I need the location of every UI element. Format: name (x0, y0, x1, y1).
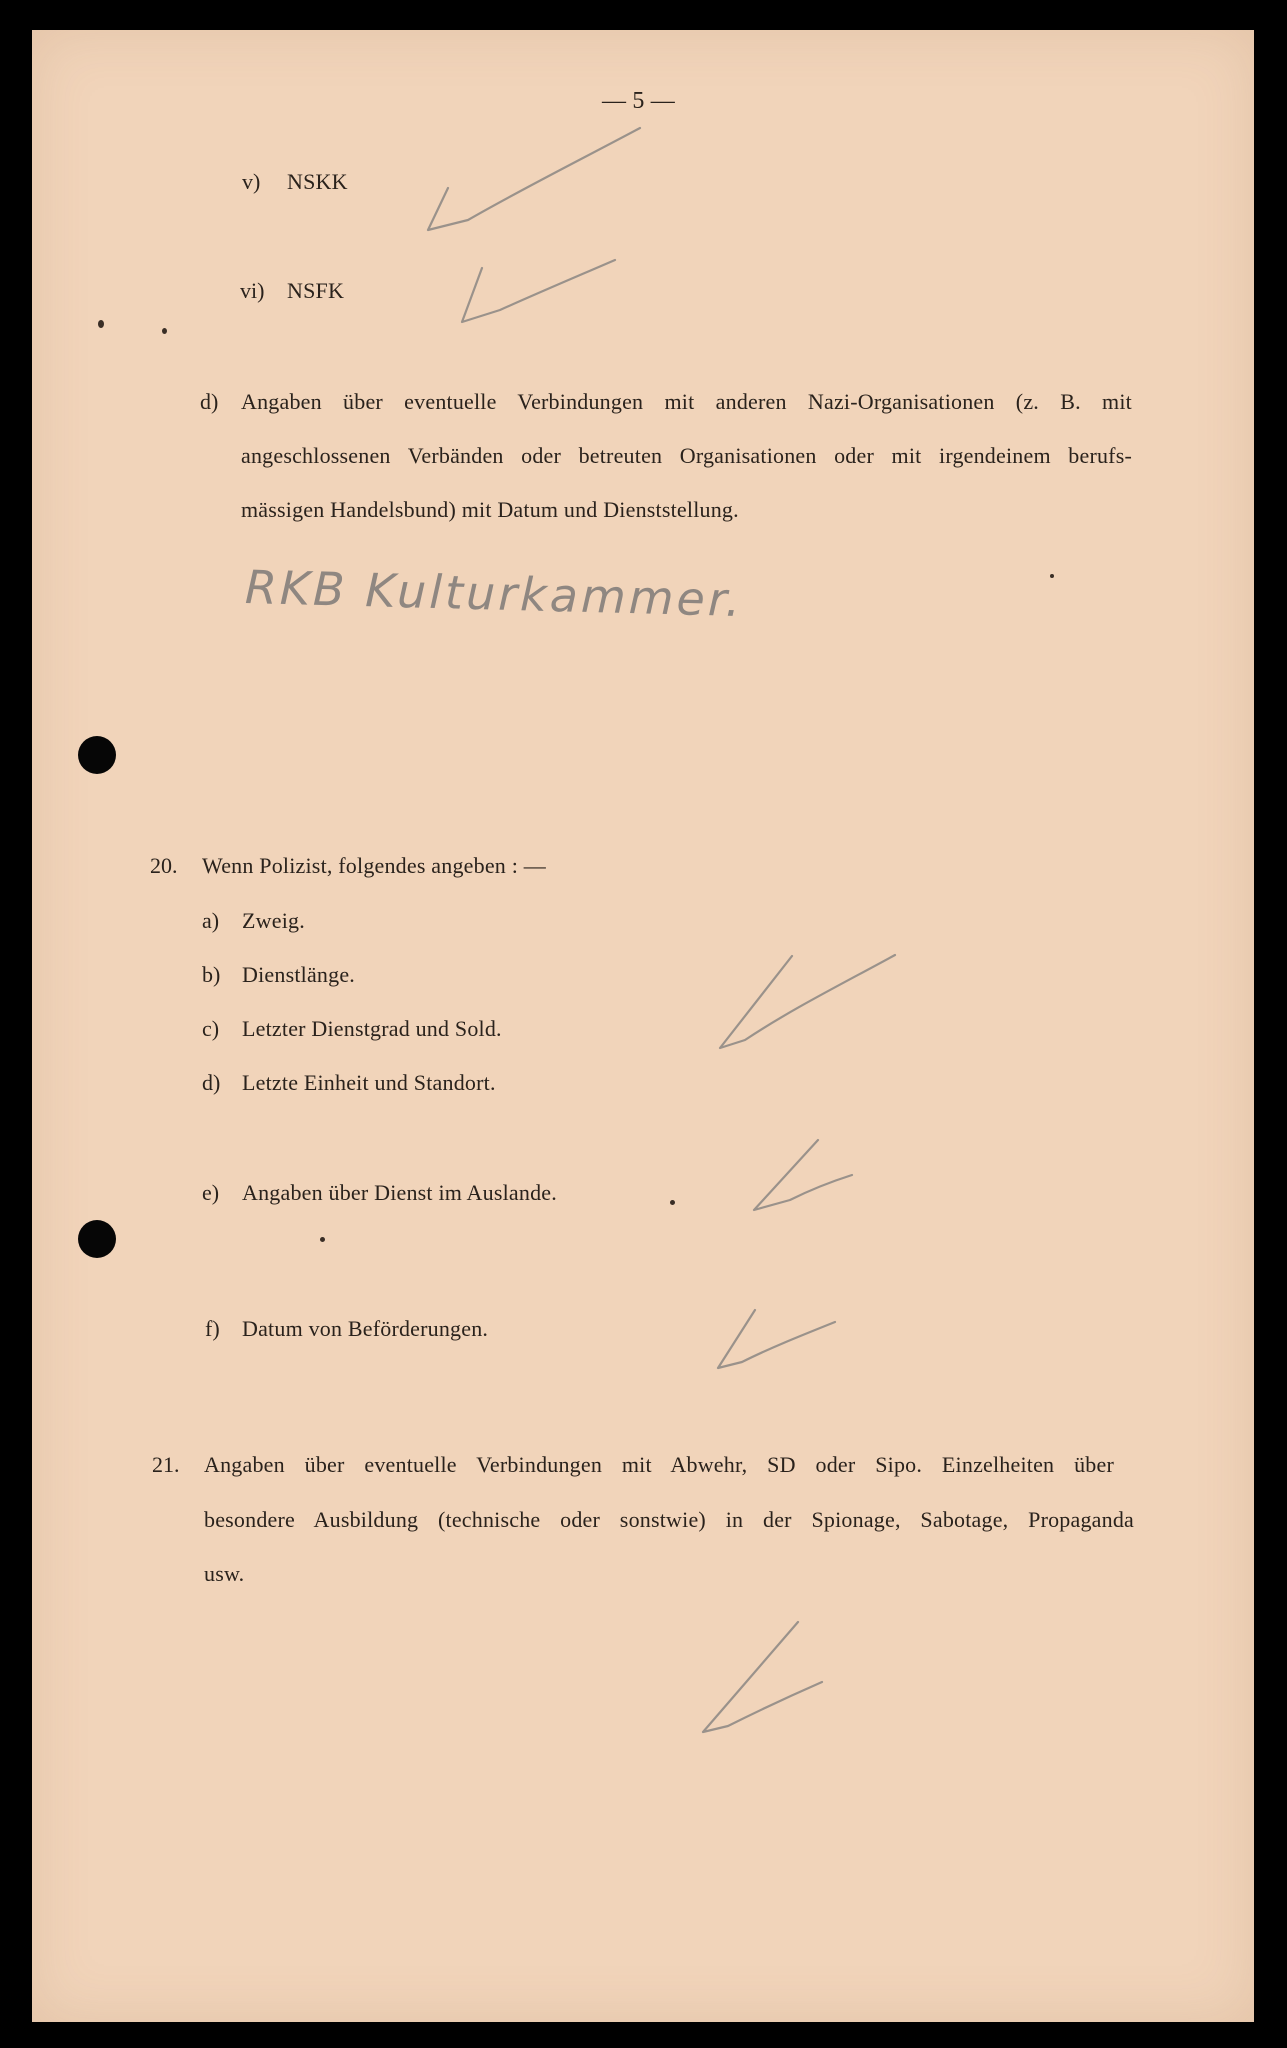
q20-number: 20. (150, 853, 178, 878)
q20-d-label: d) (202, 1070, 221, 1095)
page-number: — 5 — (602, 88, 675, 114)
item-d-line-3: mässigen Handelsbund) mit Datum und Dienststellung. (241, 497, 739, 522)
q20-b-label: b) (202, 962, 221, 987)
q20-e-text: Angaben über Dienst im Auslande. (242, 1180, 557, 1205)
q20-a-label: a) (202, 908, 220, 933)
q21-line-1: Angaben über eventuelle Verbindungen mit Abwehr, SD oder Sipo. Einzelheiten über (204, 1452, 1114, 1477)
checkmark-v (428, 128, 640, 230)
q20-b-text: Dienstlänge. (242, 962, 355, 987)
item-v-label: v) (242, 169, 261, 194)
q20-c-label: c) (202, 1016, 220, 1041)
q20-f-label: f) (205, 1316, 220, 1341)
item-d-label: d) (200, 389, 219, 414)
q20-e-label: e) (202, 1180, 220, 1205)
q20-text: Wenn Polizist, folgendes angeben : — (202, 853, 546, 878)
q21-line-2: besondere Ausbildung (technische oder sonstwie) in der Spionage, Sabotage, Propaganda (204, 1507, 1134, 1532)
item-d-line-1: Angaben über eventuelle Verbindungen mit anderen Nazi-Organisationen (z. B. mit (241, 389, 1132, 414)
q20-a-text: Zweig. (242, 908, 305, 933)
q21-line-3: usw. (204, 1561, 245, 1586)
q20-f-text: Datum von Beförderungen. (242, 1316, 489, 1341)
checkmark-q20-abcd (720, 955, 895, 1048)
checkmark-vi (462, 260, 615, 322)
item-vi-text: NSFK (287, 278, 345, 303)
item-vi-label: vi) (240, 278, 265, 303)
handwritten-answer: RKB Kulturkammer. (244, 560, 744, 628)
checkmark-q20-e (754, 1140, 852, 1210)
checkmark-q21 (703, 1622, 822, 1732)
q21-number: 21. (152, 1452, 180, 1477)
item-v-text: NSKK (287, 169, 348, 194)
q20-c-text: Letzter Dienstgrad und Sold. (242, 1016, 502, 1041)
q20-d-text: Letzte Einheit und Standort. (242, 1070, 496, 1095)
item-d-line-2: angeschlossenen Verbänden oder betreuten Organisationen oder mit irgendeinem berufs- (241, 443, 1132, 468)
checkmark-q20-f (718, 1310, 835, 1368)
